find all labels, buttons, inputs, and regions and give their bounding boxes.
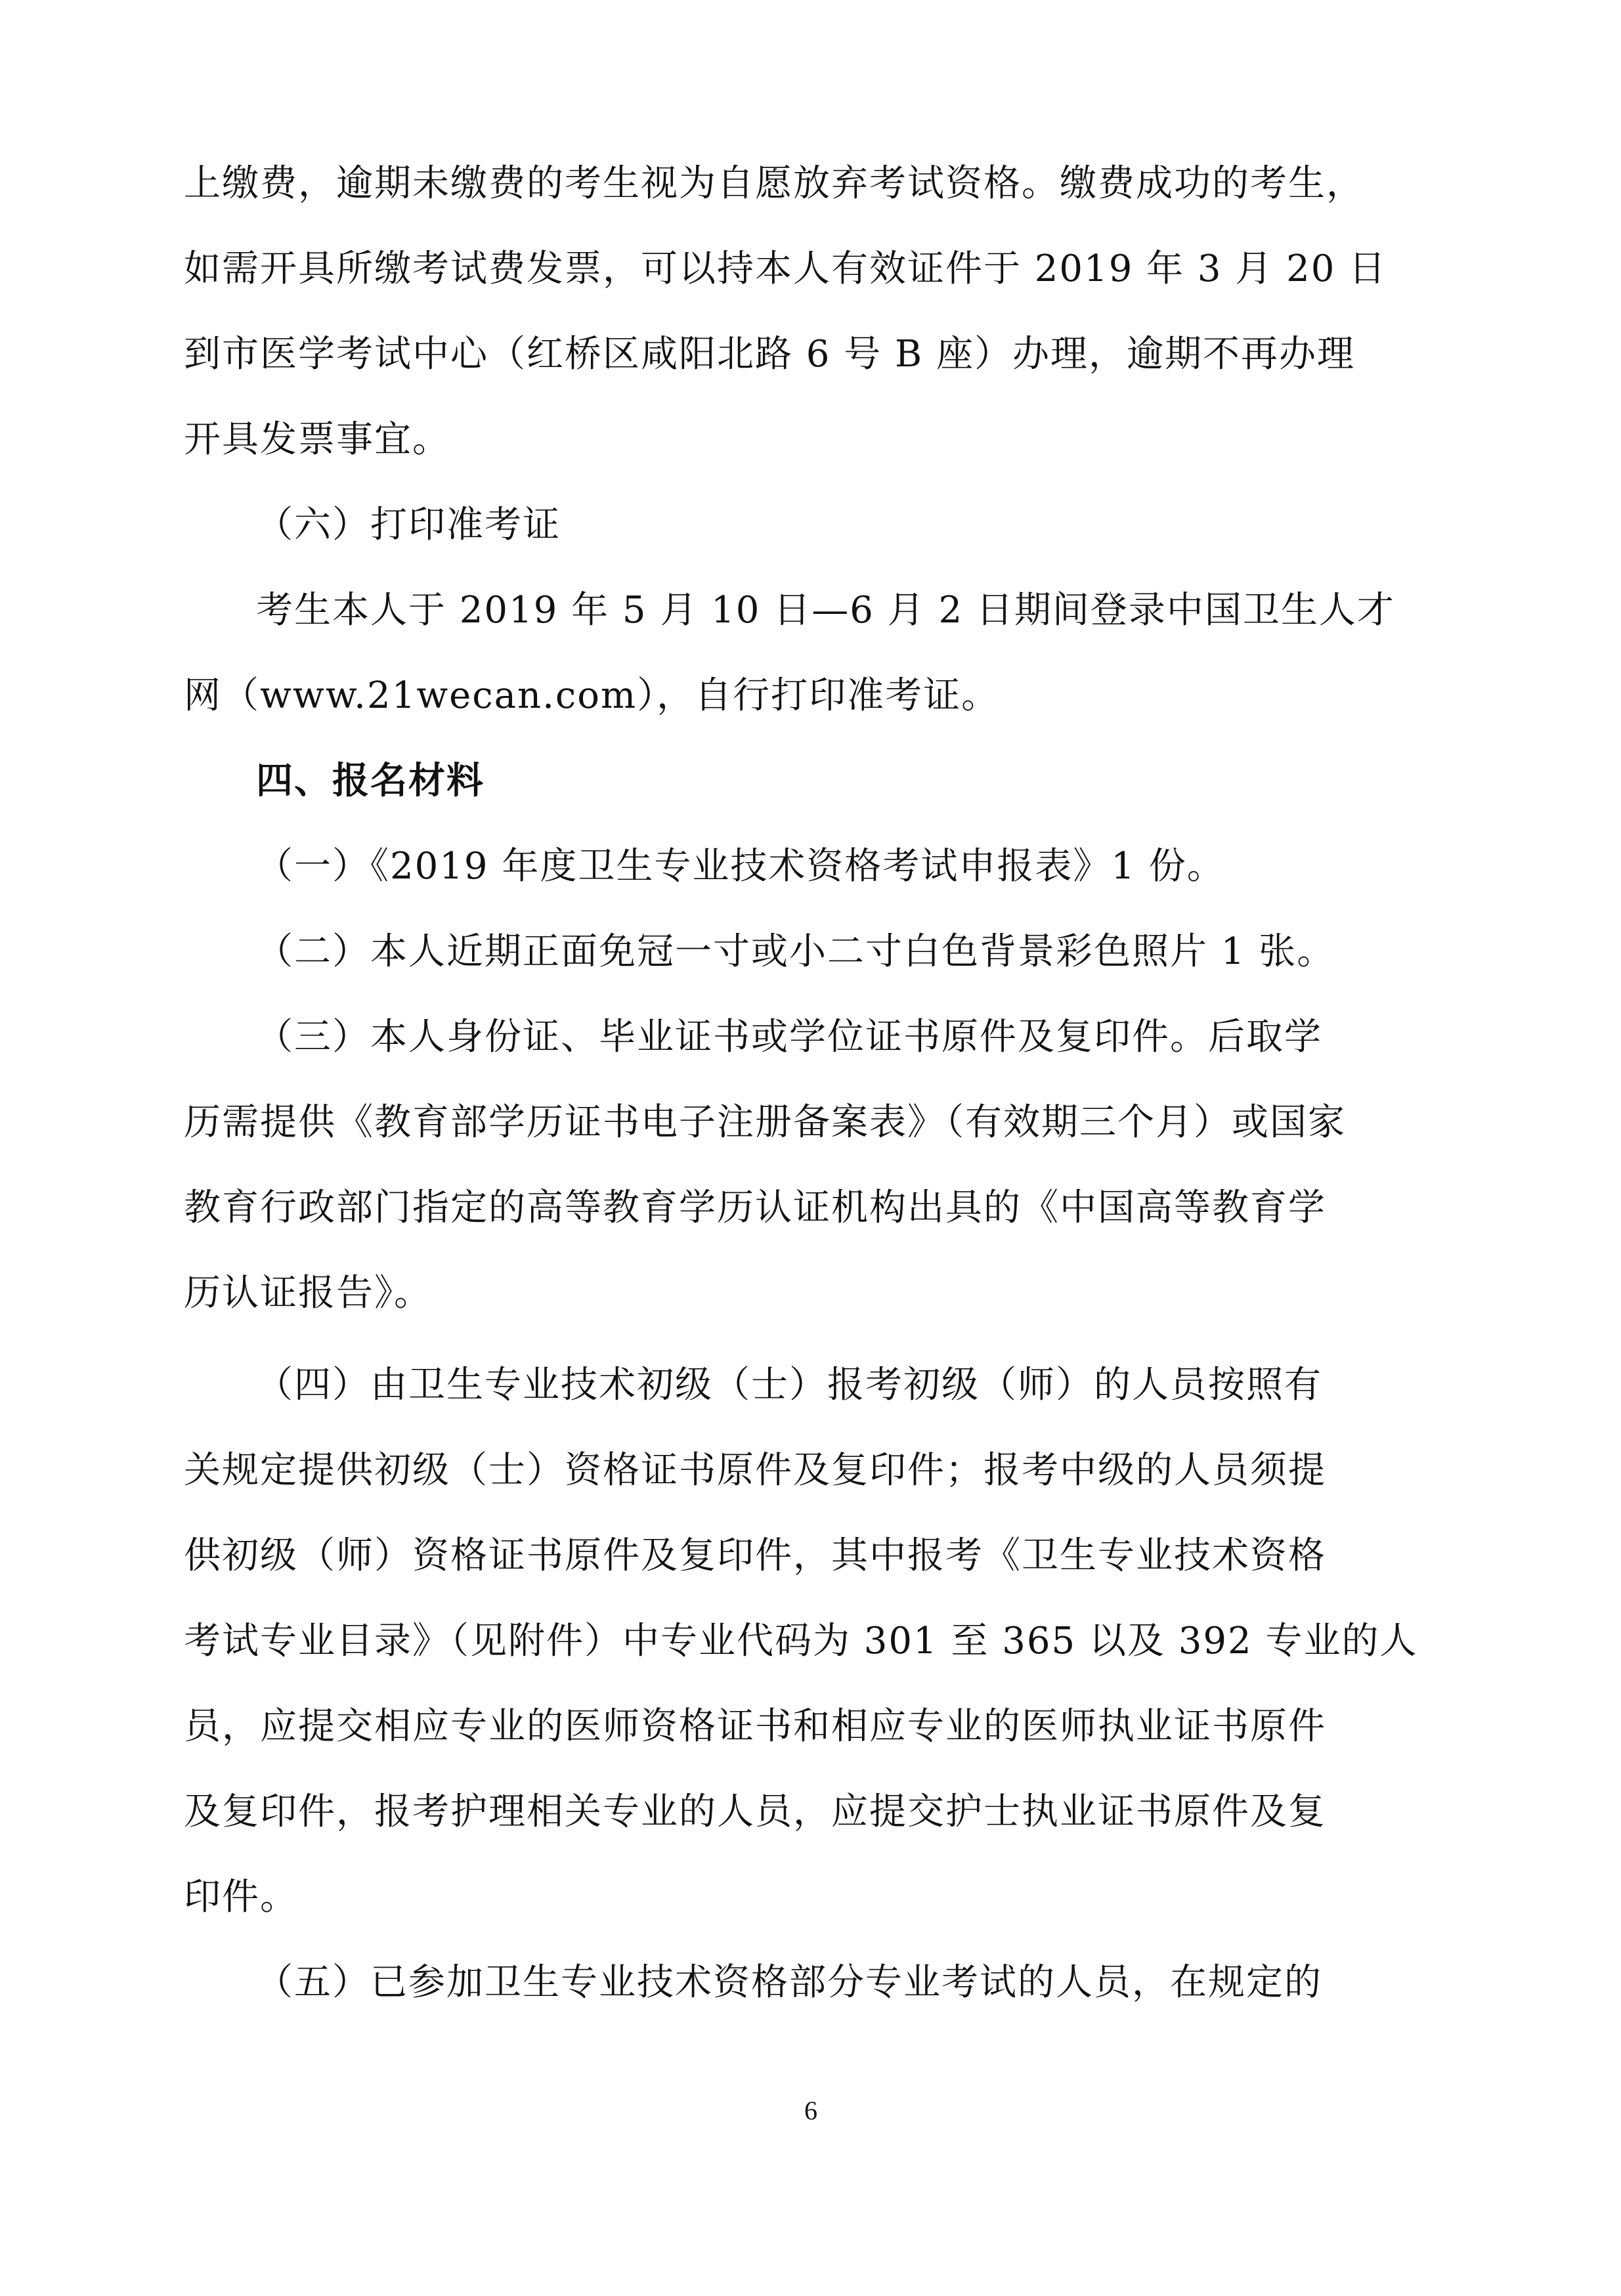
text-line: 教育行政部门指定的高等教育学历认证机构出具的《中国高等教育学 [184, 1186, 1326, 1229]
text-line: 及复印件，报考护理相关专业的人员，应提交护士执业证书原件及复 [184, 1790, 1326, 1833]
text-line: 供初级（师）资格证书原件及复印件，其中报考《卫生专业技术资格 [184, 1534, 1326, 1577]
text-line: （二）本人近期正面免冠一寸或小二寸白色背景彩色照片 1 张。 [256, 930, 1335, 973]
text-line: 关规定提供初级（士）资格证书原件及复印件；报考中级的人员须提 [184, 1449, 1326, 1492]
section-heading: 四、报名材料 [256, 760, 485, 802]
text-line: 到市医学考试中心（红桥区咸阳北路 6 号 B 座）办理，逾期不再办理 [184, 333, 1355, 376]
text-line: 考生本人于 2019 年 5 月 10 日—6 月 2 日期间登录中国卫生人才 [256, 589, 1395, 632]
text-line: 考试专业目录》（见附件）中专业代码为 301 至 365 以及 392 专业的人 [184, 1620, 1418, 1662]
text-line: 历需提供《教育部学历证书电子注册备案表》（有效期三个月）或国家 [184, 1101, 1346, 1144]
text-line: （四）由卫生专业技术初级（士）报考初级（师）的人员按照有 [256, 1364, 1322, 1406]
text-line: 印件。 [184, 1876, 298, 1918]
text-line: 员，应提交相应专业的医师资格证书和相应专业的医师执业证书原件 [184, 1705, 1326, 1748]
text-line: （五）已参加卫生专业技术资格部分专业考试的人员，在规定的 [256, 1961, 1322, 2004]
text-line: 网（www.21wecan.com），自行打印准考证。 [184, 674, 1000, 717]
text-line: 开具发票事宜。 [184, 418, 450, 461]
text-line: 如需开具所缴考试费发票，可以持本人有效证件于 2019 年 3 月 20 日 [184, 248, 1387, 290]
text-line: （三）本人身份证、毕业证书或学位证书原件及复印件。后取学 [256, 1016, 1322, 1058]
text-line: 上缴费，逾期未缴费的考生视为自愿放弃考试资格。缴费成功的考生， [184, 162, 1364, 205]
page-number: 6 [804, 2096, 817, 2125]
section-subheading: （六）打印准考证 [256, 504, 561, 546]
text-line: （一）《2019 年度卫生专业技术资格考试申报表》1 份。 [256, 845, 1225, 888]
text-line: 历认证报告》。 [184, 1272, 432, 1314]
